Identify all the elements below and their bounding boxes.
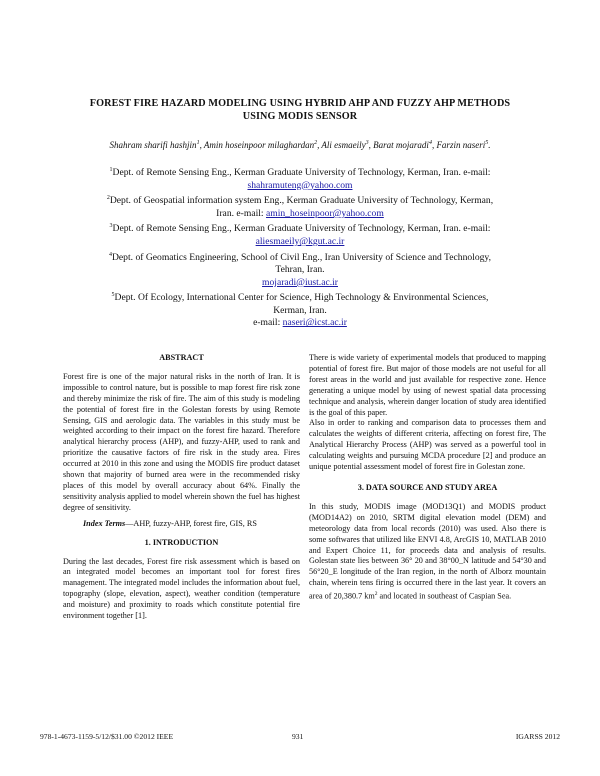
footer-conference: IGARSS 2012	[515, 732, 560, 741]
author-name: Farzin naseri	[436, 140, 486, 150]
affiliation-sup: 4	[109, 251, 112, 258]
author-sup: 5	[485, 140, 489, 146]
affiliation-sup: 3	[109, 223, 113, 230]
email-label: e-mail:	[253, 317, 281, 329]
affiliation-text: Kerman, Iran.	[273, 304, 327, 316]
email-link[interactable]: naseri@icst.ac.ir	[282, 317, 347, 329]
section-3-text: In this study, MODIS image (MOD13Q1) and MODIS product (MOD14A2) on 2010, SRTM digital elevation model (DEM) and meteorology data from local records (2010) was used. Also there is some softwares that utilized like ENVI 4.8, ArcGIS 10, MATLAB 2010 and Expert Choice 11, for proceeds data and analysis of results. Golestan state lies between 36° 20 and 38°00_N latitude and 54°30 and 56°20_E longitude of the Iran region, in the north of Alborz mountain chain, wherein tens firing is occurred there in the last year. It covers an area of 20,380.7 km	[309, 501, 546, 601]
affiliation-text: Tehran, Iran.	[275, 264, 325, 276]
introduction-body: During the last decades, Forest fire risk assessment which is based on an integrated model becomes an important tool for forest fires management. The integrated model includes the information about fuel, topography (slope, elevation, aspect), weather condition (temperature and moisture) and proximity to roads which constitute potential fire environment together [1].	[63, 556, 300, 621]
affiliation-text: Dept. Of Ecology, International Center for Science, High Technology & Environmental Sciences,	[114, 292, 489, 304]
affiliation-text: Dept. of Geomatics Engineering, School of Civil Eng., Iran University of Science and Technology,	[112, 251, 491, 263]
author-sup: 4	[428, 140, 432, 146]
affiliation-text: Dept. of Remote Sensing Eng., Kerman Graduate University of Technology, Kerman, Iran. e-mail:	[112, 223, 491, 235]
superscript: 2	[374, 591, 378, 598]
affiliation-sup: 1	[109, 167, 113, 173]
title-line-2: USING MODIS SENSOR	[242, 111, 358, 122]
title-line-1: FOREST FIRE HAZARD MODELING USING HYBRID AHP AND FUZZY AHP METHODS	[89, 98, 511, 109]
author-name: Ali esmaeily	[321, 140, 366, 150]
page-footer	[40, 732, 560, 744]
introduction-heading: 1. INTRODUCTION	[144, 537, 219, 547]
section-3-text: and located in southeast of Caspian Sea.	[377, 591, 512, 601]
email-link[interactable]: amin_hoseinpoor@yahoo.com	[266, 207, 384, 219]
affiliation-text: Iran. e-mail:	[216, 207, 264, 219]
footer-page-number: 931	[292, 732, 304, 741]
paragraph: Also in order to ranking and comparison data to processes them and calculates the weights of different criteria, affecting on forest fire, The Analytical Hierarchy Process (AHP) was served as a powerful tool in calculating weights and pursuing MCDA procedure [2] and produce an unique potential assessment model of forest fire in Golestan zone.	[309, 418, 546, 472]
author-sup: 2	[314, 140, 318, 146]
author-name: Amin hoseinpoor milaghardan	[203, 140, 315, 150]
section-3-body	[309, 502, 546, 603]
author-list: Shahram sharifi hashjin$^1$, Amin hoseinpoor milaghardan$^2$, Ali esmaeily$^3$, Barat mojaradi$^4$, Farzin naseri$^5$.	[109, 140, 491, 150]
author-name: Barat mojaradi	[373, 140, 429, 150]
paper-title	[40, 97, 560, 123]
author-name: Shahram sharifi hashjin	[109, 140, 197, 150]
affiliation-3	[50, 220, 550, 236]
index-terms-label: Index Terms	[83, 518, 126, 528]
abstract-body: Forest fire is one of the major natural risks in the north of Iran. It is impossible to control nature, but is possible to map forest fire risk zone and thereby minimize the risk of fire. The aim of this study is modeling the potential of forest fire in the Golestan forests by using Remote Sensing, GIS and aerologic data. The variables in this study must be weighted according to their impact on the forest fire hazard. Therefore analytical hierarchy process (AHP), and fuzzy-AHP, used to rank and prioritize the causative factors of fire risk in the study area. Fires occurred at 2010 in this zone and using the MODIS fire product dataset shown that majority of burned area were in the recommended risky places of this model by overall accuracy about 64%. Finally the sensitivity analysis applied to model wherein shown the fuel has highest degree of sensitivity.	[63, 371, 300, 512]
affiliation-1	[50, 164, 550, 180]
affiliations	[50, 164, 550, 330]
author-sup: 3	[365, 140, 369, 146]
affiliation-4	[50, 249, 550, 265]
email-link[interactable]: aliesmaeily@kgut.ac.ir	[255, 236, 345, 248]
affiliation-text: Dept. of Remote Sensing Eng., Kerman Graduate University of Technology, Kerman, Iran. e-mail:	[112, 167, 491, 179]
author-sup: 1	[196, 140, 200, 146]
affiliation-2	[50, 192, 550, 208]
affiliation-text: Dept. of Geospatial information system Eng., Kerman Graduate University of Technology, Kerman,	[109, 195, 494, 207]
footer-isbn: 978-1-4673-1159-5/12/$31.00 ©2012 IEEE	[40, 732, 174, 741]
email-link[interactable]: mojaradi@iust.ac.ir	[262, 276, 338, 288]
right-column	[309, 353, 546, 603]
abstract-heading: ABSTRACT	[159, 353, 204, 362]
affiliation-sup: 2	[106, 195, 110, 202]
section-3-heading: 3. DATA SOURCE AND STUDY AREA	[357, 482, 498, 492]
index-terms	[63, 519, 300, 530]
left-column	[63, 353, 300, 622]
affiliation-5	[50, 289, 550, 305]
affiliation-sup: 5	[111, 292, 115, 299]
index-terms-text: —AHP, fuzzy-AHP, forest fire, GIS, RS	[125, 518, 257, 528]
email-link[interactable]: shahramuteng@yahoo.com	[247, 179, 353, 191]
paragraph: There is wide variety of experimental models that produced to mapping potential of forest fire. But major of those models are not useful for all forest areas in the world and just available for respective zone. Hence generating a unique model by using of newest spatial data processing technique and analysis, wherein danger location of study area identified is the goal of this paper.	[309, 353, 546, 417]
